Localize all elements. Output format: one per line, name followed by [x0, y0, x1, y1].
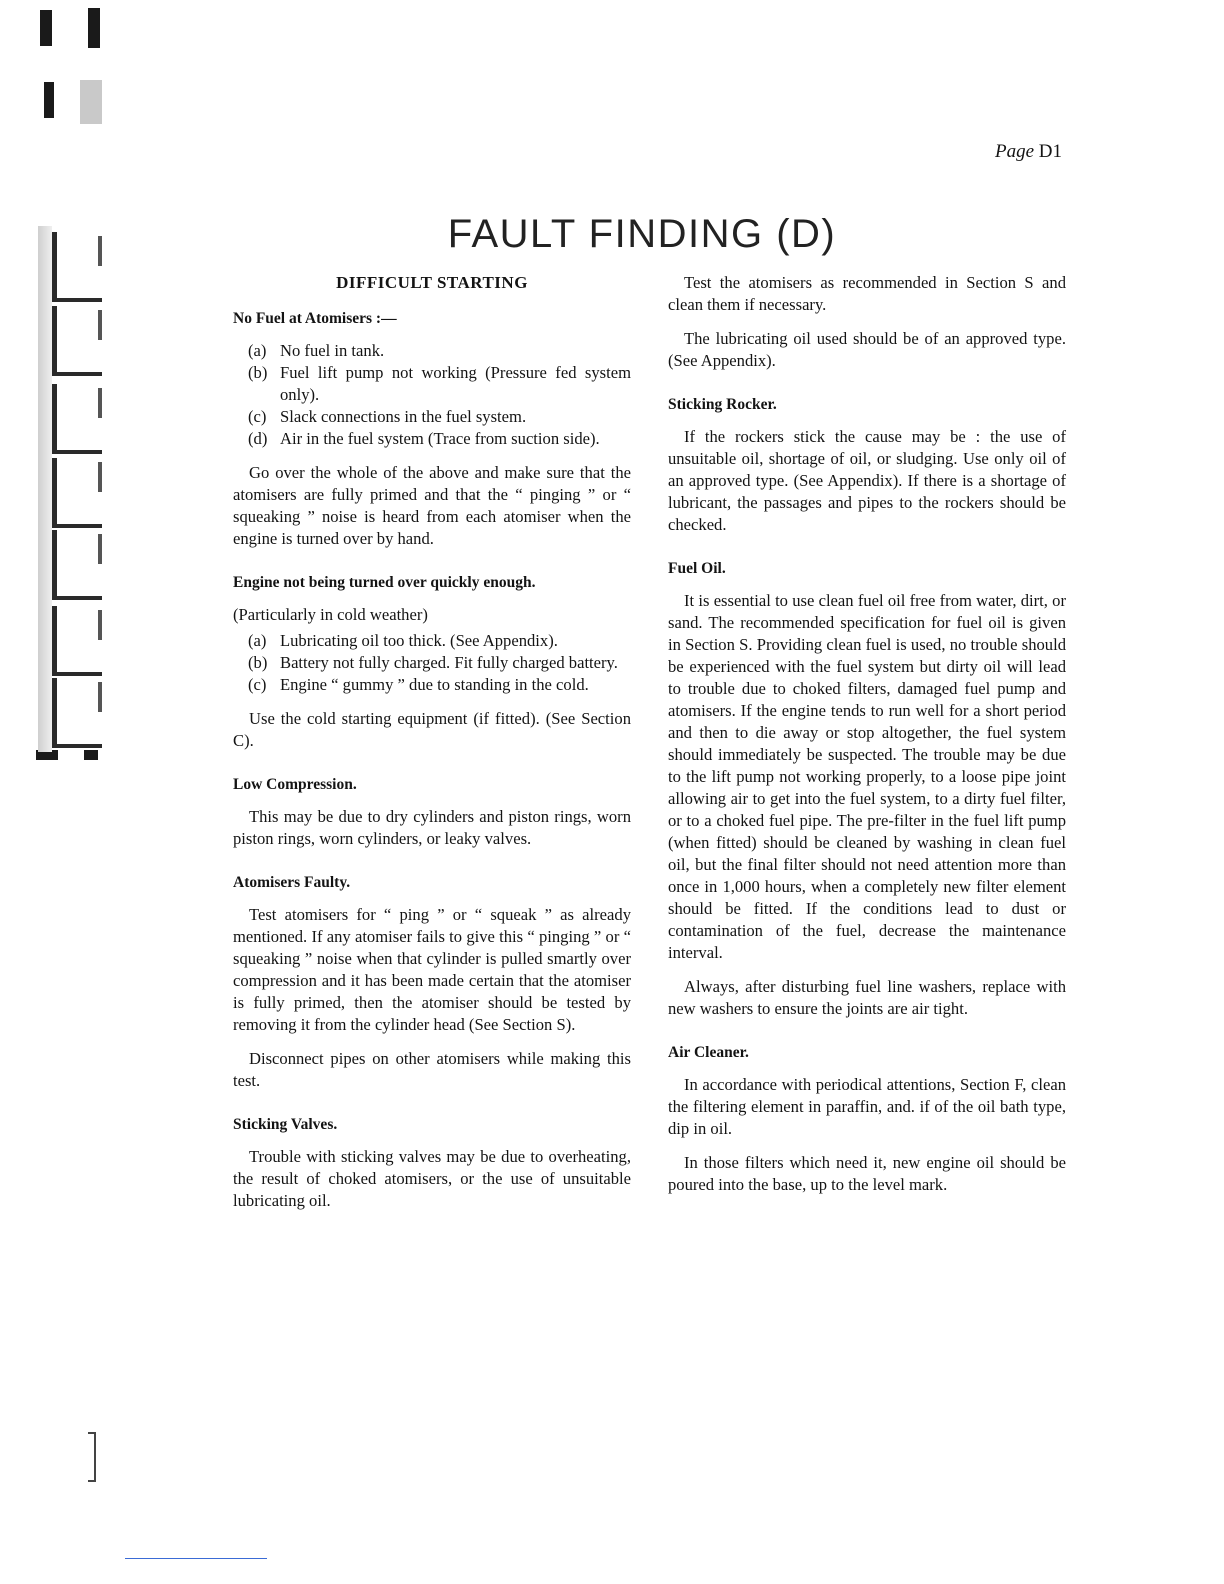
subheading-low-compression: Low Compression. — [233, 776, 357, 793]
binding-mark — [88, 8, 100, 48]
paragraph: The lubricating oil used should be of an approved type. (See Appendix). — [668, 329, 1066, 370]
list-item: (c) Slack connections in the fuel system. — [248, 407, 527, 426]
page-label: Page — [994, 141, 1035, 162]
list-item: (d) Air in the fuel system (Trace from suction side). — [248, 429, 600, 448]
list-item: (c) Engine “ gummy ” due to standing in the cold. — [248, 675, 589, 694]
paragraph: In accordance with periodical attentions, Section F, clean the filtering element in paraffin, and. if of the oil bath type, dip in oil. — [668, 1075, 1066, 1138]
paragraph: Trouble with sticking valves may be due to overheating, the result of choked atomisers, or the use of unsuitable lubricating oil. — [233, 1147, 631, 1210]
no-fuel-list — [233, 340, 631, 450]
left-column — [233, 272, 631, 1224]
paragraph: Use the cold starting equipment (if fitted). (See Section C). — [233, 709, 631, 750]
right-column — [668, 272, 1066, 1208]
subheading-sticking-rocker: Sticking Rocker. — [668, 396, 777, 413]
binding-mark — [40, 10, 52, 46]
list-item: (a) Lubricating oil too thick. (See Appendix). — [248, 631, 558, 650]
list-item: (b) Fuel lift pump not working (Pressure fed system only). — [248, 363, 631, 404]
binding-ring — [38, 452, 104, 534]
section-heading-difficult-starting: DIFFICULT STARTING — [336, 273, 528, 292]
page-number-value: D1 — [1038, 141, 1062, 162]
footer-rule — [125, 1558, 267, 1559]
binding-ring — [38, 524, 104, 606]
engine-turnover-list — [233, 630, 631, 696]
paragraph: This may be due to dry cylinders and piston rings, worn piston rings, worn cylinders, or leaky valves. — [233, 807, 631, 848]
binding-mark — [44, 82, 54, 118]
paragraph: Test the atomisers as recommended in Section S and clean them if necessary. — [668, 273, 1066, 314]
paragraph: If the rockers stick the cause may be : the use of unsuitable oil, shortage of oil, or sludging. Use only oil of an approved type. (See Appendix). If there is a shortage of lubricant, the passages and pipes to the rockers should be checked. — [668, 427, 1066, 534]
paragraph: Always, after disturbing fuel line washers, replace with new washers to ensure the joints are air tight. — [668, 977, 1066, 1018]
page-number — [995, 141, 1062, 163]
page-title: FAULT FINDING (D) — [447, 212, 837, 256]
subheading-air-cleaner: Air Cleaner. — [668, 1044, 749, 1061]
list-item: (a) No fuel in tank. — [248, 341, 385, 360]
paragraph: In those filters which need it, new engine oil should be poured into the base, up to the level mark. — [668, 1153, 1066, 1194]
binding-ring — [38, 300, 104, 382]
subheading-no-fuel: No Fuel at Atomisers :— — [233, 310, 397, 327]
list-item: (b) Battery not fully charged. Fit fully charged battery. — [248, 653, 618, 672]
binding-ring — [38, 378, 104, 460]
binding-ring — [38, 672, 104, 754]
paragraph: Test atomisers for “ ping ” or “ squeak ” as already mentioned. If any atomiser fails to give this “ pinging ” or “ squeaking ” noise when that cylinder is pulled smartly over compression and it has been made certain that the atomiser is fully primed, then the atomiser should be tested by removing it from the cylinder head (See Section S). — [233, 905, 631, 1034]
paragraph: Go over the whole of the above and make sure that the atomisers are fully primed and that the “ pinging ” or “ squeaking ” noise is heard from each atomiser when the engine is turned over by hand. — [233, 463, 631, 548]
binding-mark — [80, 80, 102, 124]
margin-bracket-mark — [88, 1432, 98, 1484]
binding-ring — [38, 600, 104, 682]
subheading-atomisers-faulty: Atomisers Faulty. — [233, 874, 351, 891]
subheading-sticking-valves: Sticking Valves. — [233, 1116, 338, 1133]
subheading-fuel-oil: Fuel Oil. — [668, 560, 726, 577]
subheading-engine-turnover: Engine not being turned over quickly enough. — [233, 574, 536, 591]
paragraph: It is essential to use clean fuel oil free from water, dirt, or sand. The recommended specification for fuel oil is given in Section S. Providing clean fuel is used, no trouble should be experienced with the fuel system but dirty oil will lead to trouble due to choked filters, damaged fuel pump and atomisers. If the engine tends to run well for a short period and then to die away or stop altogether, the fuel system should immediately be suspected. The trouble may be due to the lift pump not working properly, to a loose pipe joint allowing air to get into the fuel system, to a dirty fuel filter, or to a choked fuel pipe. The pre-filter in the fuel lift pump (when fitted) should be cleaned by washing in clean fuel oil, but the final filter should not need attention more than once in 1,000 hours, when a completely new filter element should be fitted. If the conditions lead to dust or contamination of the fuel, decrease the maintenance interval. — [668, 591, 1066, 962]
paragraph: Disconnect pipes on other atomisers while making this test. — [233, 1049, 631, 1090]
note: (Particularly in cold weather) — [233, 605, 428, 624]
